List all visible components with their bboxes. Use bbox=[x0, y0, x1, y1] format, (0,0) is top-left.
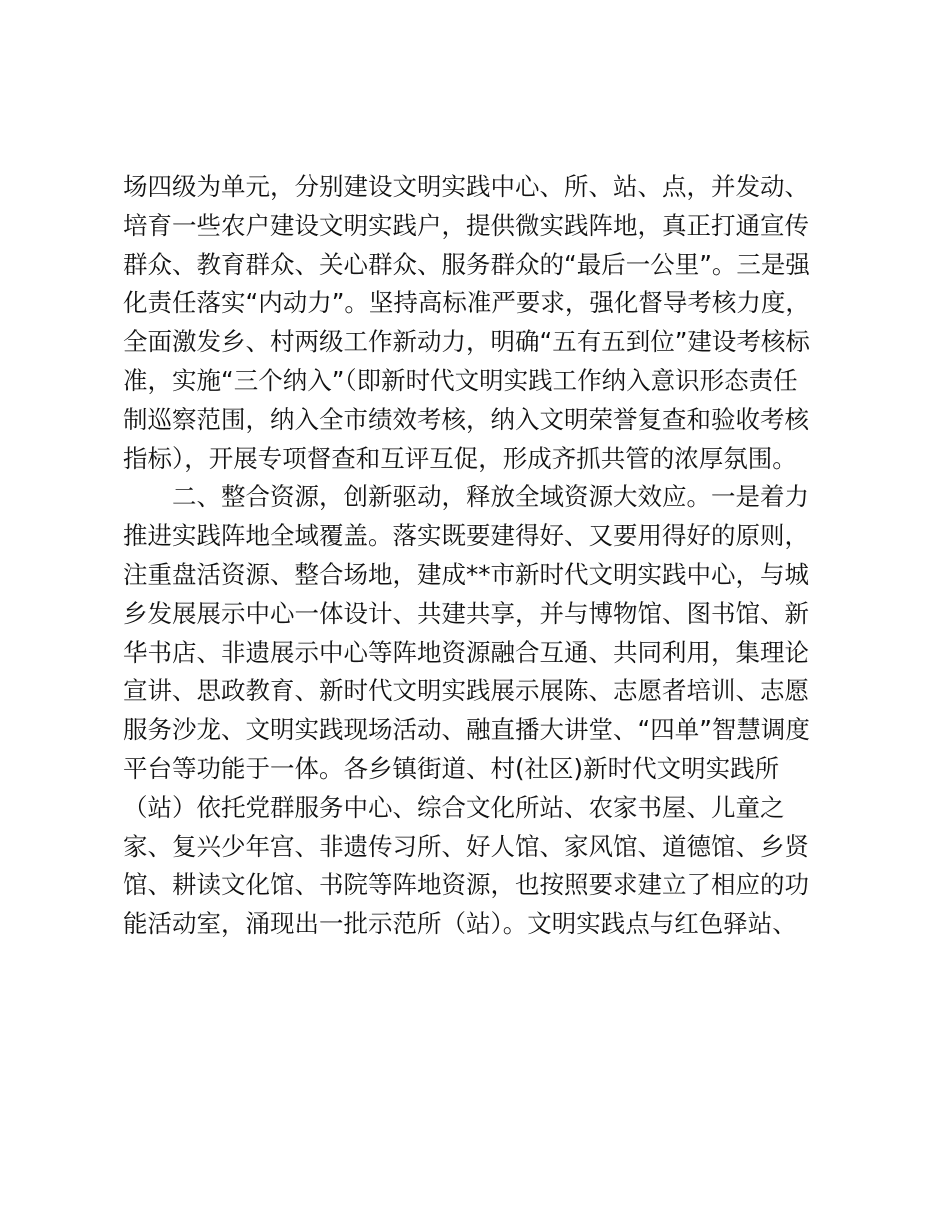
text-line: 平台等功能于一体。各乡镇街道、村(社区)新时代文明实践所 bbox=[123, 753, 780, 783]
text-line: 二、整合资源，创新驱动，释放全域资源大效应。一是着力 bbox=[123, 482, 809, 512]
text-line: 指标），开展专项督查和互评互促，形成齐抓共管的浓厚氛围。 bbox=[123, 443, 797, 473]
text-line: 注重盘活资源、整合场地，建成**市新时代文明实践中心，与城 bbox=[123, 559, 809, 589]
text-line: 馆、耕读文化馆、书院等阵地资源，也按照要求建立了相应的功 bbox=[123, 870, 809, 900]
text-line: 全面激发乡、村两级工作新动力，明确“五有五到位”建设考核标 bbox=[123, 327, 810, 357]
text-line: 制巡察范围，纳入全市绩效考核，纳入文明荣誉复查和验收考核 bbox=[123, 404, 809, 434]
text-line: 宣讲、思政教育、新时代文明实践展示展陈、志愿者培训、志愿 bbox=[123, 676, 809, 706]
body-text bbox=[123, 168, 828, 944]
text-line: 推进实践阵地全域覆盖。落实既要建得好、又要用得好的原则， bbox=[123, 521, 809, 551]
text-line: 群众、教育群众、关心群众、服务群众的“最后一公里”。三是强 bbox=[123, 249, 810, 279]
text-line: 化责任落实“内动力”。坚持高标准严要求，强化督导考核力度， bbox=[123, 288, 810, 318]
text-line: （站）依托党群服务中心、综合文化所站、农家书屋、儿童之 bbox=[123, 792, 785, 822]
text-line: 能活动室，涌现出一批示范所（站）。文明实践点与红色驿站、 bbox=[123, 909, 797, 939]
text-line: 家、复兴少年宫、非遗传习所、好人馆、家风馆、道德馆、乡贤 bbox=[123, 831, 809, 861]
text-line: 服务沙龙、文明实践现场活动、融直播大讲堂、“四单”智慧调度 bbox=[123, 715, 810, 745]
text-line: 华书店、非遗展示中心等阵地资源融合互通、共同利用，集理论 bbox=[123, 637, 809, 667]
text-line: 场四级为单元，分别建设文明实践中心、所、站、点，并发动、 bbox=[123, 172, 809, 201]
text-line: 准，实施“三个纳入”（即新时代文明实践工作纳入意识形态责任 bbox=[123, 365, 798, 395]
text-line: 培育一些农户建设文明实践户，提供微实践阵地，真正打通宣传 bbox=[123, 210, 809, 240]
text-line: 乡发展展示中心一体设计、共建共享，并与博物馆、图书馆、新 bbox=[123, 598, 809, 628]
